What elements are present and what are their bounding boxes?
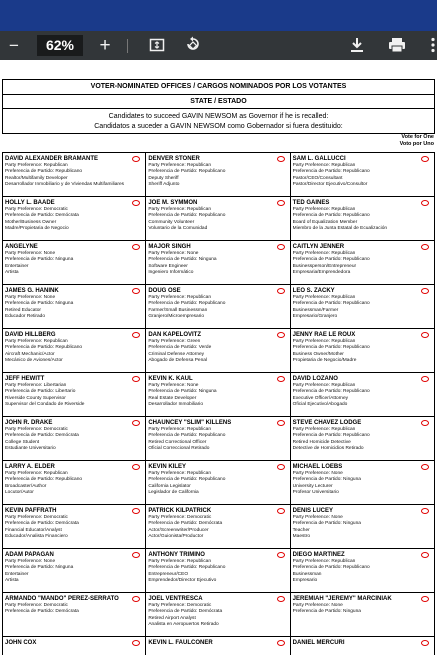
candidate-name: JEFF HEWITT bbox=[5, 376, 45, 382]
instruction-english: Candidates to succeed GAVIN NEWSOM as Governor if he is recalled: bbox=[108, 113, 329, 120]
candidate-detail: Preferencia de Partido: Republicano bbox=[148, 213, 226, 219]
candidate-detail: Aircraft Mechanic/Actor bbox=[5, 351, 55, 357]
candidate-detail: Educador/Analista Financiero bbox=[5, 534, 68, 540]
vote-oval[interactable] bbox=[277, 200, 285, 206]
candidate-name: JOHN R. DRAKE bbox=[5, 420, 53, 426]
candidate-name: JOHN COX bbox=[5, 640, 37, 646]
candidate-name: HOLLY L. BAADE bbox=[5, 200, 55, 206]
candidate-cell[interactable] bbox=[2, 241, 146, 284]
candidate-detail: Party Preference: Democratic bbox=[5, 427, 68, 432]
candidate-detail: Party Preference: Democratic bbox=[5, 515, 68, 520]
zoom-level-field[interactable]: 62% bbox=[37, 35, 83, 56]
candidate-detail: Empresario bbox=[292, 578, 318, 584]
vote-oval[interactable] bbox=[277, 332, 285, 338]
candidate-detail: Financial Educator/Analyst bbox=[5, 527, 62, 533]
candidate-detail: Party Preference: Republican bbox=[148, 559, 211, 564]
candidate-detail: Preferencia de Partido: Demócrata bbox=[5, 433, 79, 439]
candidate-cell[interactable] bbox=[291, 505, 435, 548]
candidate-detail: Desarrollador Inmobiliario y de Viviendas Multifamiliares bbox=[5, 182, 125, 188]
candidate-detail: Granjero/Microempresario bbox=[148, 314, 205, 320]
candidate-cell[interactable] bbox=[2, 637, 146, 655]
candidate-name: DAVID ALEXANDER BRAMANTE bbox=[5, 156, 98, 162]
candidate-detail: Teacher bbox=[292, 527, 310, 533]
candidate-detail: Educador Retirado bbox=[5, 314, 45, 320]
candidate-name: DIEGO MARTINEZ bbox=[292, 552, 345, 558]
candidate-detail: Preferencia de Partido: Republicano bbox=[292, 345, 370, 351]
candidate-detail: Party Preference: Republican bbox=[148, 295, 211, 300]
candidate-cell[interactable] bbox=[2, 153, 146, 196]
candidate-detail: Preferencia de Partido: Ninguna bbox=[5, 301, 74, 307]
candidate-detail: Preferencia de Partido: Demócrata bbox=[148, 609, 223, 615]
candidate-detail: Oficial Ejecutivo/Abogado bbox=[292, 402, 348, 408]
candidate-detail: Party Preference: None bbox=[148, 383, 199, 388]
candidate-detail: Preferencia de Partido: Ninguna bbox=[292, 609, 361, 615]
candidate-detail: Real Estate Developer bbox=[148, 395, 197, 401]
candidate-detail: Party Preference: Republican bbox=[292, 559, 356, 564]
candidate-detail: Preferencia de Partido: Ninguna bbox=[292, 521, 361, 527]
candidate-name: DAVID HILLBERG bbox=[5, 332, 56, 338]
candidate-detail: Preferencia de Partido: Republicano bbox=[292, 301, 370, 307]
candidate-cell[interactable] bbox=[146, 153, 290, 196]
candidate-name: ARMANDO "MANDO" PEREZ-SERRATO bbox=[5, 596, 119, 602]
candidate-name: MICHAEL LOEBS bbox=[292, 464, 343, 470]
candidate-detail: Preferencia de Partido: Republicano bbox=[292, 389, 370, 395]
candidate-detail: Preferencia de Partido: Demócrata bbox=[5, 213, 79, 219]
candidate-row bbox=[2, 461, 435, 505]
vote-oval[interactable] bbox=[421, 376, 429, 382]
vote-oval[interactable] bbox=[277, 244, 285, 250]
candidate-detail: Preferencia de Partido: Republicano bbox=[292, 565, 370, 571]
vote-oval[interactable] bbox=[277, 376, 285, 382]
vote-oval[interactable] bbox=[277, 156, 285, 162]
candidate-detail: Party Preference: None bbox=[148, 251, 199, 256]
candidate-detail: Entrepreneur/CEO bbox=[148, 571, 189, 577]
candidate-name: ANTHONY TRIMINO bbox=[148, 552, 205, 558]
candidate-name: KEVIN K. KAUL bbox=[148, 376, 193, 382]
candidate-cell[interactable] bbox=[146, 505, 290, 548]
vote-oval[interactable] bbox=[421, 288, 429, 294]
candidate-detail: Businessman/Farmer bbox=[292, 307, 339, 313]
candidate-detail: Party Preference: None bbox=[292, 603, 343, 608]
candidate-detail: Estudiante Universitario bbox=[5, 446, 56, 452]
candidate-detail: Board of Equalization Member bbox=[292, 219, 358, 225]
candidate-detail: Executive Officer/Attorney bbox=[292, 395, 349, 401]
candidate-detail: Preferencia de Partido: Ninguna bbox=[5, 257, 74, 263]
candidate-detail: Preferencia de Partido: Ninguna bbox=[148, 389, 217, 395]
candidate-name: PATRICK KILPATRICK bbox=[148, 508, 212, 514]
vote-for-english: Vote for One bbox=[401, 134, 434, 140]
candidate-cell[interactable] bbox=[291, 593, 435, 636]
candidate-detail: California Legislator bbox=[148, 483, 191, 489]
candidate-detail: Party Preference: Libertarian bbox=[5, 383, 67, 388]
candidate-detail: Party Preference: Democratic bbox=[148, 603, 212, 608]
vote-for-spanish: Voto por Uno bbox=[399, 141, 434, 147]
candidate-detail: Retired Correctional Officer bbox=[148, 439, 207, 445]
vote-oval[interactable] bbox=[421, 552, 429, 558]
candidate-detail: Party Preference: Republican bbox=[148, 471, 211, 476]
candidate-detail: Actor/Guionista/Productor bbox=[148, 534, 204, 540]
candidate-detail: Software Engineer bbox=[148, 263, 188, 269]
candidate-name: MAJOR SINGH bbox=[148, 244, 191, 250]
vote-oval[interactable] bbox=[421, 200, 429, 206]
candidate-detail: Preferencia de Partido: Ninguna bbox=[292, 477, 361, 483]
candidate-detail: Businessperson/Entrepreneur bbox=[292, 263, 357, 269]
vote-oval[interactable] bbox=[421, 332, 429, 338]
candidate-name: DENVER STONER bbox=[148, 156, 200, 162]
candidate-detail: Preferencia de Partido: Republicano bbox=[5, 169, 83, 175]
vote-for-label bbox=[400, 134, 434, 148]
candidate-detail: Maestro bbox=[292, 534, 310, 540]
candidate-name: KEVIN KILEY bbox=[148, 464, 187, 470]
candidate-detail: Legislador de California bbox=[148, 490, 199, 496]
candidate-row bbox=[2, 637, 435, 655]
candidate-name: JEREMIAH "JEREMY" MARCINIAK bbox=[292, 596, 392, 602]
candidate-name: DAN KAPELOVITZ bbox=[148, 332, 201, 338]
candidate-cell[interactable] bbox=[291, 153, 435, 196]
candidate-detail: Party Preference: Democratic bbox=[5, 207, 68, 212]
candidate-detail: Preferencia de Partido: Libertario bbox=[5, 389, 76, 395]
candidate-detail: Retired Homicide Detective bbox=[292, 439, 351, 445]
candidate-detail: Party Preference: Republican bbox=[148, 207, 211, 212]
candidate-detail: Party Preference: Democratic bbox=[148, 515, 212, 520]
candidate-cell[interactable] bbox=[2, 329, 146, 372]
vote-oval[interactable] bbox=[421, 464, 429, 470]
candidate-detail: Mother/Business Owner bbox=[5, 219, 57, 225]
print-icon[interactable] bbox=[386, 31, 408, 60]
more-icon[interactable] bbox=[428, 31, 437, 60]
candidate-cell[interactable] bbox=[146, 329, 290, 372]
candidate-row bbox=[2, 285, 435, 329]
candidate-detail: Abogado de Defensa Penal bbox=[148, 358, 208, 364]
vote-oval[interactable] bbox=[421, 596, 429, 602]
vote-oval[interactable] bbox=[277, 420, 285, 426]
vote-oval[interactable] bbox=[421, 640, 429, 646]
candidate-name: CHAUNCEY "SLIM" KILLENS bbox=[148, 420, 232, 426]
candidate-detail: Ingeniero Informático bbox=[148, 270, 194, 276]
candidate-cell[interactable] bbox=[146, 637, 290, 655]
candidate-detail: Party Preference: Republican bbox=[292, 339, 356, 344]
candidate-name: DAVID LOZANO bbox=[292, 376, 338, 382]
candidate-detail: Preferencia de Partido: Republicano bbox=[5, 477, 83, 483]
instruction-spanish: Candidatos a suceder a GAVIN NEWSOM como Gobernador si fuera destituido: bbox=[94, 123, 343, 130]
vote-oval[interactable] bbox=[277, 552, 285, 558]
candidate-grid bbox=[2, 152, 435, 655]
candidate-detail: Preferencia de Partido: Republicano bbox=[148, 433, 226, 439]
candidate-detail: Preferencia de Partido: Republicano bbox=[148, 477, 226, 483]
fit-page-icon[interactable] bbox=[147, 31, 167, 60]
candidate-detail: Party Preference: Republican bbox=[5, 163, 68, 168]
candidate-detail: Realtor/Multifamily Developer bbox=[5, 175, 68, 181]
candidate-detail: University Lecturer bbox=[292, 483, 333, 489]
candidate-detail: Locutor/Autor bbox=[5, 490, 34, 496]
contest-instructions bbox=[3, 109, 434, 133]
vote-oval[interactable] bbox=[421, 420, 429, 426]
candidate-detail: Preferencia de Partido: Republicano bbox=[148, 169, 226, 175]
candidate-detail: Emprendedor/Director Ejecutivo bbox=[148, 578, 217, 584]
candidate-detail: Party Preference: Republican bbox=[5, 339, 68, 344]
candidate-detail: Party Preference: Republican bbox=[292, 163, 356, 168]
candidate-detail: Party Preference: None bbox=[5, 559, 56, 564]
ballot-page bbox=[0, 60, 437, 655]
candidate-row bbox=[2, 241, 435, 285]
candidate-row bbox=[2, 549, 435, 593]
candidate-detail: Business Owner/Mother bbox=[292, 351, 344, 357]
candidate-detail: Preferencia de Partido: Demócrata bbox=[5, 609, 79, 615]
candidate-detail: Propietaria de Negocio/Madre bbox=[292, 358, 357, 364]
candidate-detail: Retired Airport Analyst bbox=[148, 615, 196, 621]
candidate-cell[interactable] bbox=[146, 197, 290, 240]
toolbar-divider bbox=[127, 39, 128, 53]
candidate-cell[interactable] bbox=[146, 373, 290, 416]
candidate-detail: Party Preference: Republican bbox=[292, 207, 356, 212]
candidate-detail: Businessman bbox=[292, 571, 322, 577]
candidate-cell[interactable] bbox=[146, 549, 290, 592]
rotate-icon[interactable] bbox=[182, 31, 204, 60]
candidate-detail: Riverside County Supervisor bbox=[5, 395, 66, 401]
candidate-cell[interactable] bbox=[291, 241, 435, 284]
vote-oval[interactable] bbox=[421, 156, 429, 162]
candidate-detail: Criminal Defense Attorney bbox=[148, 351, 205, 357]
candidate-cell[interactable] bbox=[2, 285, 146, 328]
candidate-name: SAM L. GALLUCCI bbox=[292, 156, 346, 162]
candidate-row bbox=[2, 329, 435, 373]
candidate-cell[interactable] bbox=[291, 373, 435, 416]
candidate-detail: Analista en Aeropuertos Retirado bbox=[148, 622, 219, 628]
candidate-detail: College Student bbox=[5, 439, 40, 445]
candidate-detail: Preferencia de Partido: Republicano bbox=[5, 345, 83, 351]
candidate-name: JOE M. SYMMON bbox=[148, 200, 198, 206]
candidate-cell[interactable] bbox=[291, 417, 435, 460]
candidate-detail: Party Preference: None bbox=[5, 295, 56, 300]
vote-oval[interactable] bbox=[277, 596, 285, 602]
candidate-row bbox=[2, 153, 435, 197]
candidate-cell[interactable] bbox=[146, 285, 290, 328]
candidate-detail: Party Preference: Republican bbox=[292, 383, 356, 388]
candidate-name: JENNY RAE LE ROUX bbox=[292, 332, 356, 338]
candidate-cell[interactable] bbox=[146, 241, 290, 284]
candidate-detail: Party Preference: Green bbox=[148, 339, 201, 344]
candidate-detail: Party Preference: Democratic bbox=[5, 603, 68, 608]
candidate-name: LARRY A. ELDER bbox=[5, 464, 55, 470]
candidate-detail: Retired Educator bbox=[5, 307, 41, 313]
candidate-name: ANGELYNE bbox=[5, 244, 38, 250]
candidate-name: TED GAINES bbox=[292, 200, 330, 206]
candidate-row bbox=[2, 197, 435, 241]
candidate-detail: Preferencia de Partido: Verde bbox=[148, 345, 212, 351]
candidate-detail: Broadcaster/Author bbox=[5, 483, 47, 489]
candidate-detail: Empresario/Granjero bbox=[292, 314, 338, 320]
candidate-cell[interactable] bbox=[146, 417, 290, 460]
candidate-detail: Farmer/Small Businessman bbox=[148, 307, 208, 313]
vote-oval[interactable] bbox=[277, 288, 285, 294]
candidate-row bbox=[2, 417, 435, 461]
candidate-detail: Mecánico de Aviones/Actor bbox=[5, 358, 63, 364]
candidate-detail: Party Preference: Republican bbox=[292, 295, 356, 300]
candidate-cell[interactable] bbox=[146, 593, 290, 636]
candidate-detail: Miembro de la Junta Estatal de Ecualización bbox=[292, 226, 388, 232]
candidate-cell[interactable] bbox=[2, 549, 146, 592]
candidate-detail: Preferencia de Partido: Demócrata bbox=[5, 521, 79, 527]
candidate-detail: Oficial Correccional Retirado bbox=[148, 446, 210, 452]
candidate-name: JOEL VENTRESCA bbox=[148, 596, 203, 602]
candidate-detail: Preferencia de Partido: Republicano bbox=[148, 301, 226, 307]
candidate-cell[interactable] bbox=[146, 461, 290, 504]
candidate-name: LEO S. ZACKY bbox=[292, 288, 335, 294]
candidate-detail: Preferencia de Partido: Republicano bbox=[292, 169, 370, 175]
candidate-cell[interactable] bbox=[2, 197, 146, 240]
candidate-cell[interactable] bbox=[291, 549, 435, 592]
ballot-header bbox=[2, 79, 435, 134]
candidate-detail: Pastor/Director Ejecutivo/Consultor bbox=[292, 182, 368, 188]
candidate-detail: Party Preference: Republican bbox=[148, 163, 211, 168]
candidate-row bbox=[2, 593, 435, 637]
candidate-detail: Party Preference: Republican bbox=[5, 471, 68, 476]
candidate-detail: Empresaria/Emprendedora bbox=[292, 270, 351, 276]
vote-oval[interactable] bbox=[277, 464, 285, 470]
candidate-row bbox=[2, 373, 435, 417]
candidate-cell[interactable] bbox=[2, 461, 146, 504]
candidate-detail: Preferencia de Partido: Republicano bbox=[292, 433, 370, 439]
candidate-cell[interactable] bbox=[291, 285, 435, 328]
candidate-detail: Desarrollador Inmobiliario bbox=[148, 402, 203, 408]
candidate-name: CAITLYN JENNER bbox=[292, 244, 345, 250]
candidate-detail: Party Preference: Republican bbox=[148, 427, 211, 432]
candidate-detail: Voluntario de la Comunidad bbox=[148, 226, 208, 232]
candidate-detail: Preferencia de Partido: Ninguna bbox=[5, 565, 74, 571]
zoom-in-button[interactable]: + bbox=[99, 35, 111, 56]
candidate-name: KEVIN PAFFRATH bbox=[5, 508, 57, 514]
candidate-name: DENIS LUCEY bbox=[292, 508, 333, 514]
candidate-detail: Artista bbox=[5, 270, 19, 276]
candidate-detail: Community Volunteer bbox=[148, 219, 195, 225]
vote-oval[interactable] bbox=[277, 508, 285, 514]
candidate-detail: Party Preference: None bbox=[292, 471, 343, 476]
vote-oval[interactable] bbox=[421, 508, 429, 514]
candidate-detail: Sheriff Adjunto bbox=[148, 182, 180, 188]
candidate-name: STEVE CHAVEZ LODGE bbox=[292, 420, 362, 426]
candidate-detail: Preferencia de Partido: Republicano bbox=[292, 257, 370, 263]
candidate-name: ADAM PAPAGAN bbox=[5, 552, 54, 558]
candidate-detail: Preferencia de Partido: Ninguna bbox=[148, 257, 217, 263]
office-title: STATE / ESTADO bbox=[3, 95, 434, 109]
candidate-cell[interactable] bbox=[291, 197, 435, 240]
vote-oval[interactable] bbox=[421, 244, 429, 250]
vote-oval[interactable] bbox=[277, 640, 285, 646]
pdf-toolbar bbox=[0, 31, 437, 60]
candidate-detail: Preferencia de Partido: Republicano bbox=[292, 213, 370, 219]
browser-top-bar bbox=[0, 0, 437, 31]
candidate-name: KEVIN L. FAULCONER bbox=[148, 640, 213, 646]
candidate-cell[interactable] bbox=[291, 637, 435, 655]
download-icon[interactable] bbox=[348, 31, 366, 60]
candidate-detail: Party Preference: None bbox=[5, 251, 56, 256]
candidate-detail: Entertainer bbox=[5, 571, 29, 577]
candidate-cell[interactable] bbox=[2, 505, 146, 548]
candidate-detail: Profesor Universitario bbox=[292, 490, 339, 496]
candidate-detail: Party Preference: Republican bbox=[292, 427, 356, 432]
candidate-cell[interactable] bbox=[291, 329, 435, 372]
candidate-cell[interactable] bbox=[2, 417, 146, 460]
candidate-detail: Actor/Screenwriter/Producer bbox=[148, 527, 209, 533]
candidate-detail: Deputy Sheriff bbox=[148, 175, 179, 181]
candidate-name: DOUG OSE bbox=[148, 288, 181, 294]
candidate-detail: Madre/Propietaria de Negocio bbox=[5, 226, 69, 232]
candidate-detail: Preferencia de Partido: Republicano bbox=[148, 565, 226, 571]
candidate-detail: Supervisor del Condado de Riverside bbox=[5, 402, 85, 408]
candidate-detail: Artista bbox=[5, 578, 19, 584]
zoom-out-button[interactable]: − bbox=[9, 36, 19, 55]
candidate-cell[interactable] bbox=[2, 373, 146, 416]
candidate-detail: Party Preference: None bbox=[292, 515, 343, 520]
ballot-section-title: VOTER-NOMINATED OFFICES / CARGOS NOMINADOS POR LOS VOTANTES bbox=[3, 80, 434, 95]
candidate-row bbox=[2, 505, 435, 549]
candidate-name: JAMES G. HANINK bbox=[5, 288, 59, 294]
candidate-cell[interactable] bbox=[2, 593, 146, 636]
candidate-detail: Party Preference: Republican bbox=[292, 251, 356, 256]
candidate-cell[interactable] bbox=[291, 461, 435, 504]
candidate-name: DANIEL MERCURI bbox=[292, 640, 345, 646]
candidate-detail: Entertainer bbox=[5, 263, 29, 269]
candidate-detail: Pastor/CEO/Consultant bbox=[292, 175, 343, 181]
candidate-detail: Preferencia de Partido: Demócrata bbox=[148, 521, 223, 527]
candidate-detail: Detective de Homicidios Retirado bbox=[292, 446, 364, 452]
